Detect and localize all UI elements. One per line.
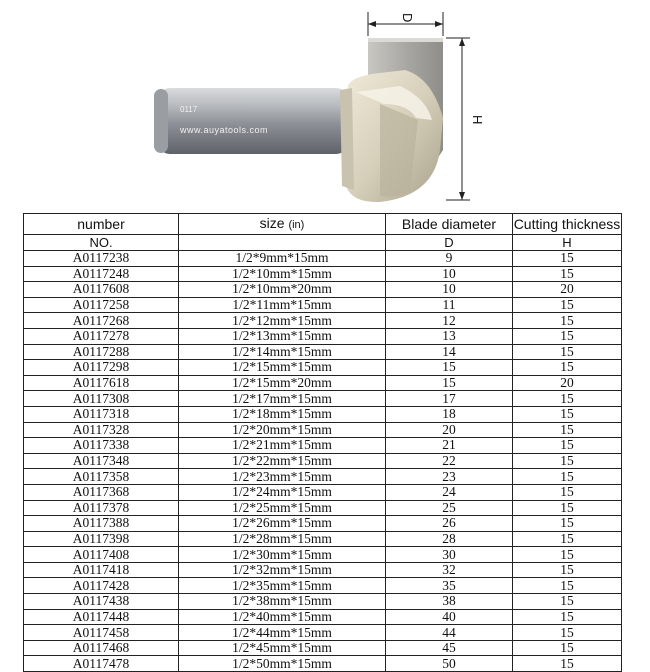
cell-number: A0117608 bbox=[24, 282, 179, 298]
cell-cutting-thickness: 15 bbox=[513, 438, 622, 454]
cell-blade-diameter: 38 bbox=[386, 594, 513, 610]
cell-blade-diameter: 18 bbox=[386, 406, 513, 422]
table-row bbox=[24, 438, 622, 454]
cell-size: 1/2*15mm*15mm bbox=[179, 360, 386, 376]
cell-size: 1/2*30mm*15mm bbox=[179, 547, 386, 563]
cell-cutting-thickness: 15 bbox=[513, 251, 622, 267]
header-cutting-thickness: Cutting thickness bbox=[513, 214, 622, 235]
cell-blade-diameter: 24 bbox=[386, 484, 513, 500]
header-row bbox=[24, 214, 622, 235]
cell-number: A0117328 bbox=[24, 422, 179, 438]
cell-cutting-thickness: 15 bbox=[513, 531, 622, 547]
cell-size: 1/2*26mm*15mm bbox=[179, 516, 386, 532]
subheader-size bbox=[179, 235, 386, 251]
cell-size: 1/2*20mm*15mm bbox=[179, 422, 386, 438]
table-row bbox=[24, 578, 622, 594]
cell-number: A0117348 bbox=[24, 453, 179, 469]
cell-cutting-thickness: 15 bbox=[513, 266, 622, 282]
cell-cutting-thickness: 15 bbox=[513, 328, 622, 344]
dim-d-label: D bbox=[400, 13, 415, 23]
cell-number: A0117428 bbox=[24, 578, 179, 594]
cell-size: 1/2*15mm*20mm bbox=[179, 375, 386, 391]
cell-cutting-thickness: 15 bbox=[513, 422, 622, 438]
cell-number: A0117418 bbox=[24, 562, 179, 578]
cell-blade-diameter: 28 bbox=[386, 531, 513, 547]
table-row bbox=[24, 360, 622, 376]
cell-blade-diameter: 17 bbox=[386, 391, 513, 407]
cell-number: A0117238 bbox=[24, 251, 179, 267]
subheader-row bbox=[24, 235, 622, 251]
cell-number: A0117248 bbox=[24, 266, 179, 282]
table-row bbox=[24, 656, 622, 672]
cell-cutting-thickness: 15 bbox=[513, 516, 622, 532]
cell-blade-diameter: 11 bbox=[386, 297, 513, 313]
cell-blade-diameter: 21 bbox=[386, 438, 513, 454]
cell-cutting-thickness: 15 bbox=[513, 640, 622, 656]
header-size bbox=[179, 214, 386, 235]
cell-number: A0117438 bbox=[24, 594, 179, 610]
cell-blade-diameter: 35 bbox=[386, 578, 513, 594]
table-row bbox=[24, 562, 622, 578]
table-row bbox=[24, 344, 622, 360]
cell-size: 1/2*25mm*15mm bbox=[179, 500, 386, 516]
cell-blade-diameter: 22 bbox=[386, 453, 513, 469]
cell-number: A0117388 bbox=[24, 516, 179, 532]
table-row bbox=[24, 391, 622, 407]
table-row bbox=[24, 625, 622, 641]
cell-blade-diameter: 15 bbox=[386, 360, 513, 376]
cell-cutting-thickness: 15 bbox=[513, 547, 622, 563]
cell-size: 1/2*40mm*15mm bbox=[179, 609, 386, 625]
cell-size: 1/2*11mm*15mm bbox=[179, 297, 386, 313]
table-row bbox=[24, 547, 622, 563]
subheader-blade-diameter: D bbox=[386, 235, 513, 251]
shank-text-1: 0117 bbox=[180, 105, 198, 114]
cell-number: A0117298 bbox=[24, 360, 179, 376]
table-row bbox=[24, 500, 622, 516]
cell-number: A0117448 bbox=[24, 609, 179, 625]
table-row bbox=[24, 251, 622, 267]
cell-cutting-thickness: 15 bbox=[513, 594, 622, 610]
cell-size: 1/2*23mm*15mm bbox=[179, 469, 386, 485]
cell-cutting-thickness: 15 bbox=[513, 656, 622, 672]
subheader-cutting-thickness: H bbox=[513, 235, 622, 251]
cell-cutting-thickness: 15 bbox=[513, 344, 622, 360]
cell-number: A0117408 bbox=[24, 547, 179, 563]
cell-size: 1/2*24mm*15mm bbox=[179, 484, 386, 500]
router-bit-illustration bbox=[0, 0, 650, 212]
cell-size: 1/2*14mm*15mm bbox=[179, 344, 386, 360]
dim-h-label: H bbox=[470, 115, 485, 125]
table-row bbox=[24, 484, 622, 500]
cell-number: A0117338 bbox=[24, 438, 179, 454]
subheader-number: NO. bbox=[24, 235, 179, 251]
cell-size: 1/2*13mm*15mm bbox=[179, 328, 386, 344]
cell-size: 1/2*9mm*15mm bbox=[179, 251, 386, 267]
table-row bbox=[24, 469, 622, 485]
cell-cutting-thickness: 15 bbox=[513, 500, 622, 516]
cell-number: A0117468 bbox=[24, 640, 179, 656]
spec-table-body bbox=[24, 251, 622, 672]
cell-blade-diameter: 32 bbox=[386, 562, 513, 578]
cell-size: 1/2*28mm*15mm bbox=[179, 531, 386, 547]
cell-number: A0117358 bbox=[24, 469, 179, 485]
cell-blade-diameter: 45 bbox=[386, 640, 513, 656]
cell-size: 1/2*10mm*20mm bbox=[179, 282, 386, 298]
cell-number: A0117288 bbox=[24, 344, 179, 360]
cell-size: 1/2*12mm*15mm bbox=[179, 313, 386, 329]
cell-size: 1/2*50mm*15mm bbox=[179, 656, 386, 672]
table-row bbox=[24, 531, 622, 547]
table-row bbox=[24, 297, 622, 313]
cell-blade-diameter: 40 bbox=[386, 609, 513, 625]
table-row bbox=[24, 406, 622, 422]
table-row bbox=[24, 516, 622, 532]
cell-cutting-thickness: 15 bbox=[513, 562, 622, 578]
cell-cutting-thickness: 15 bbox=[513, 578, 622, 594]
dimension-d bbox=[368, 12, 443, 36]
cell-cutting-thickness: 15 bbox=[513, 609, 622, 625]
cell-blade-diameter: 10 bbox=[386, 266, 513, 282]
cell-number: A0117398 bbox=[24, 531, 179, 547]
cell-size: 1/2*32mm*15mm bbox=[179, 562, 386, 578]
cell-number: A0117318 bbox=[24, 406, 179, 422]
table-row bbox=[24, 640, 622, 656]
table-row bbox=[24, 266, 622, 282]
cutter-body bbox=[340, 70, 443, 202]
cell-size: 1/2*17mm*15mm bbox=[179, 391, 386, 407]
cell-size: 1/2*21mm*15mm bbox=[179, 438, 386, 454]
cell-size: 1/2*44mm*15mm bbox=[179, 625, 386, 641]
dimension-h bbox=[446, 38, 485, 200]
cell-blade-diameter: 50 bbox=[386, 656, 513, 672]
cell-blade-diameter: 10 bbox=[386, 282, 513, 298]
table-row bbox=[24, 282, 622, 298]
cell-number: A0117458 bbox=[24, 625, 179, 641]
cell-blade-diameter: 25 bbox=[386, 500, 513, 516]
cell-blade-diameter: 14 bbox=[386, 344, 513, 360]
cell-cutting-thickness: 15 bbox=[513, 484, 622, 500]
cell-cutting-thickness: 15 bbox=[513, 469, 622, 485]
shank-text-2: www.auyatools.com bbox=[180, 125, 269, 135]
cell-size: 1/2*45mm*15mm bbox=[179, 640, 386, 656]
cell-cutting-thickness: 15 bbox=[513, 391, 622, 407]
header-blade-diameter: Blade diameter bbox=[386, 214, 513, 235]
cell-size: 1/2*38mm*15mm bbox=[179, 594, 386, 610]
header-size-label: size bbox=[259, 215, 285, 231]
table-row bbox=[24, 328, 622, 344]
cell-blade-diameter: 44 bbox=[386, 625, 513, 641]
cell-blade-diameter: 15 bbox=[386, 375, 513, 391]
cell-number: A0117278 bbox=[24, 328, 179, 344]
cell-cutting-thickness: 20 bbox=[513, 375, 622, 391]
table-row bbox=[24, 594, 622, 610]
cell-blade-diameter: 13 bbox=[386, 328, 513, 344]
cell-blade-diameter: 26 bbox=[386, 516, 513, 532]
cell-size: 1/2*10mm*15mm bbox=[179, 266, 386, 282]
table-row bbox=[24, 453, 622, 469]
shank bbox=[154, 88, 348, 154]
header-number: number bbox=[24, 214, 179, 235]
cell-cutting-thickness: 20 bbox=[513, 282, 622, 298]
cell-blade-diameter: 30 bbox=[386, 547, 513, 563]
cell-number: A0117478 bbox=[24, 656, 179, 672]
spec-table bbox=[23, 213, 622, 672]
cell-cutting-thickness: 15 bbox=[513, 453, 622, 469]
cell-cutting-thickness: 15 bbox=[513, 625, 622, 641]
table-row bbox=[24, 313, 622, 329]
table-row bbox=[24, 422, 622, 438]
cell-cutting-thickness: 15 bbox=[513, 406, 622, 422]
cell-blade-diameter: 23 bbox=[386, 469, 513, 485]
cell-size: 1/2*18mm*15mm bbox=[179, 406, 386, 422]
table-row bbox=[24, 609, 622, 625]
cell-size: 1/2*35mm*15mm bbox=[179, 578, 386, 594]
cell-cutting-thickness: 15 bbox=[513, 313, 622, 329]
cell-cutting-thickness: 15 bbox=[513, 360, 622, 376]
cell-number: A0117268 bbox=[24, 313, 179, 329]
cell-size: 1/2*22mm*15mm bbox=[179, 453, 386, 469]
cell-blade-diameter: 12 bbox=[386, 313, 513, 329]
header-size-unit: (in) bbox=[288, 219, 305, 231]
cell-number: A0117308 bbox=[24, 391, 179, 407]
cell-number: A0117618 bbox=[24, 375, 179, 391]
cell-number: A0117368 bbox=[24, 484, 179, 500]
cell-cutting-thickness: 15 bbox=[513, 297, 622, 313]
cell-blade-diameter: 20 bbox=[386, 422, 513, 438]
cell-number: A0117258 bbox=[24, 297, 179, 313]
cell-number: A0117378 bbox=[24, 500, 179, 516]
cell-blade-diameter: 9 bbox=[386, 251, 513, 267]
table-row bbox=[24, 375, 622, 391]
